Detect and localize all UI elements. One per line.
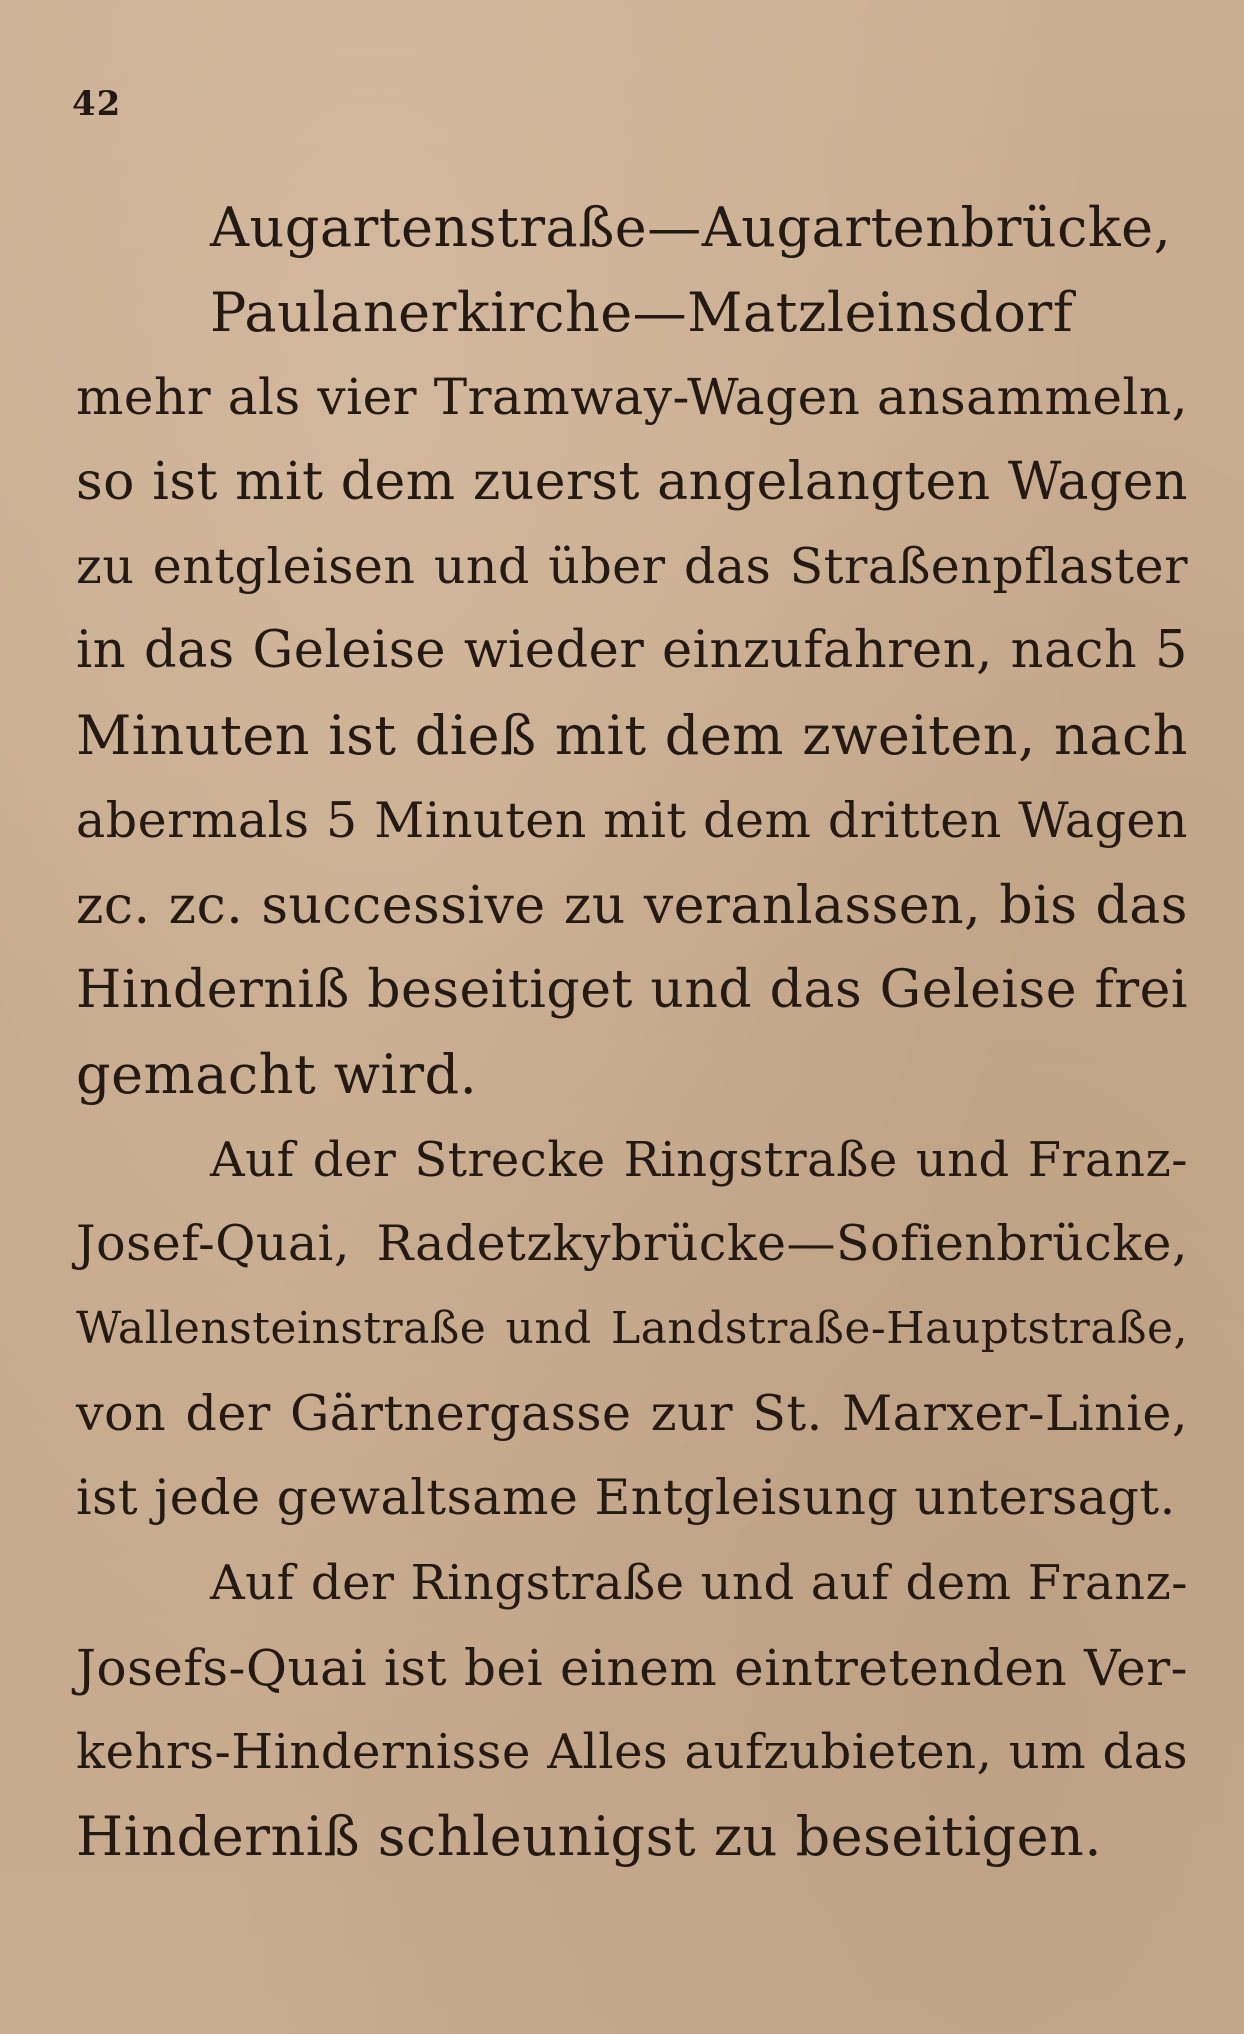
text-line: Hinderniß beseitiget und das Geleise frei (76, 960, 1188, 1021)
text-line: Auf der Ringstraße und auf dem Franz- (210, 1555, 1188, 1611)
text-line: von der Gärtnergasse zur St. Marxer-Linie, (76, 1384, 1188, 1442)
text-line: Auf der Strecke Ringstraße und Franz- (210, 1131, 1188, 1188)
page-number: 42 (72, 84, 122, 124)
text-line: Hinderniß schleunigst zu beseitigen. (76, 1805, 1102, 1869)
text-line: in das Geleise wieder einzufahren, nach 5 (76, 621, 1188, 681)
text-line: ist jede gewaltsame Entgleisung untersagt. (76, 1469, 1176, 1527)
text-line: mehr als vier Tramway-Wagen ansammeln, (76, 368, 1188, 427)
text-line: zc. zc. successive zu veranlassen, bis das (76, 875, 1188, 936)
text-line: abermals 5 Minuten mit dem dritten Wagen (76, 791, 1188, 849)
text-line: Wallensteinstraße und Landstraße-Hauptstraße, (76, 1302, 1188, 1354)
text-line: Augartenstraße—Augartenbrücke, (210, 196, 1172, 259)
text-line: zu entgleisen und über das Straßenpflaster (76, 537, 1188, 595)
text-line: gemacht wird. (76, 1042, 478, 1106)
body-text (76, 186, 1188, 1880)
text-line: Josef-Quai, Radetzkybrücke—Sofienbrücke, (76, 1215, 1188, 1273)
text-line: Minuten ist dieß mit dem zweiten, nach (76, 704, 1188, 768)
text-line: Josefs-Quai ist bei einem eintretenden Ver- (76, 1638, 1188, 1697)
text-line: so ist mit dem zuerst angelangten Wagen (76, 452, 1188, 513)
text-line: kehrs-Hindernisse Alles aufzubieten, um das (76, 1724, 1188, 1781)
text-line: Paulanerkirche—Matzleinsdorf (210, 280, 1074, 344)
